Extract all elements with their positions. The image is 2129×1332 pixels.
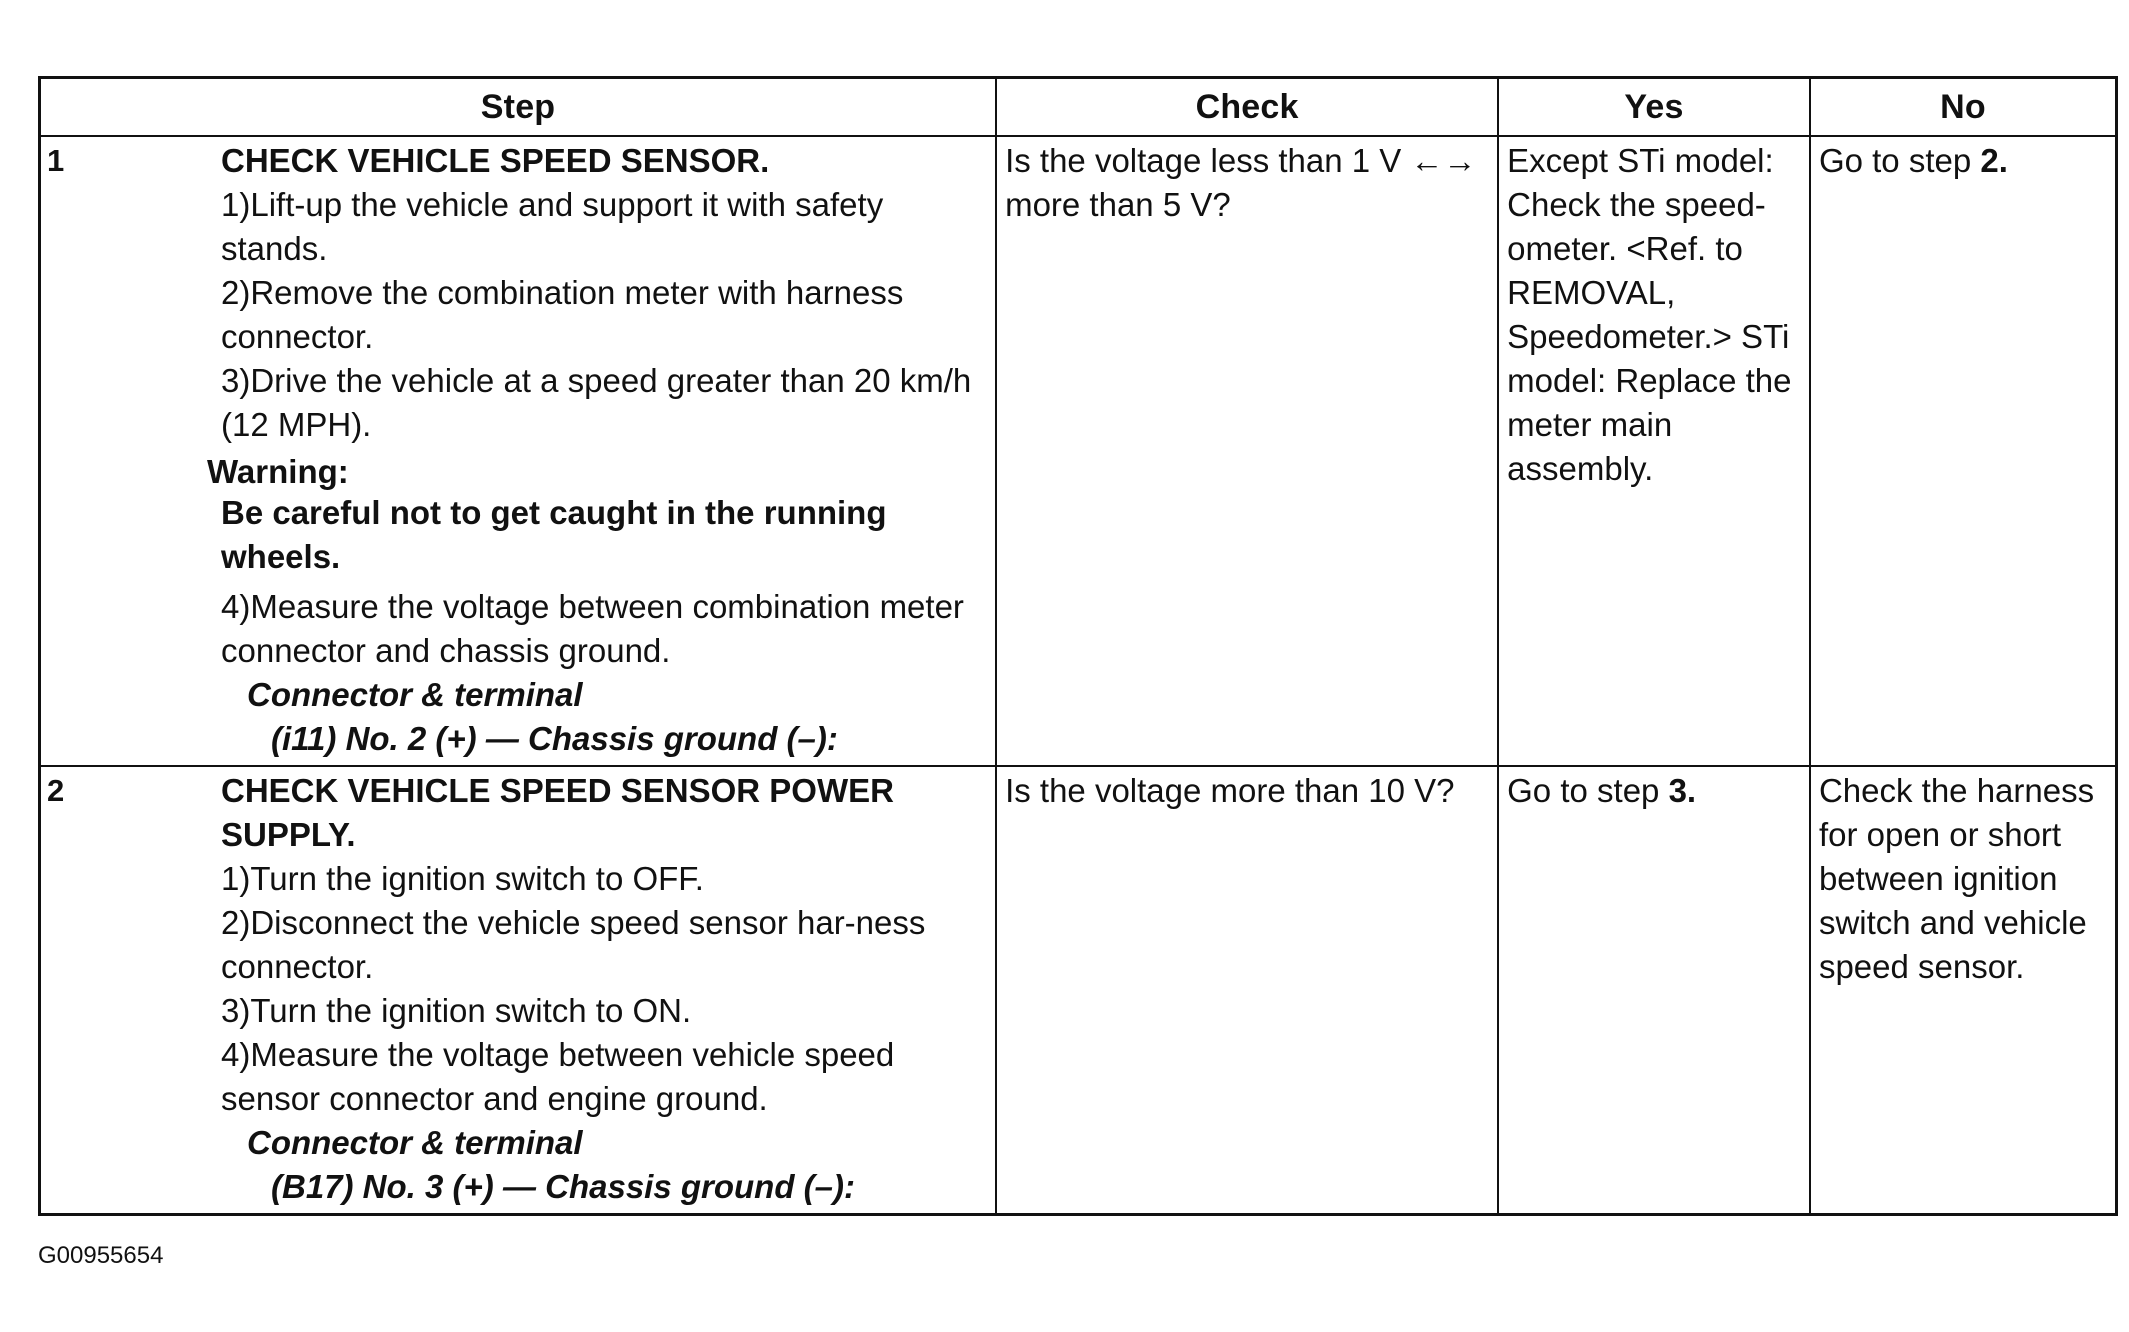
step-reference: 2. [1980, 142, 2008, 179]
check-text: Is the voltage less than 1 V ←→ more than 5 V? [1005, 142, 1477, 223]
check-cell-1 [996, 136, 1498, 766]
diagnostic-table [38, 76, 2118, 1216]
step-cell-2 [40, 766, 997, 1215]
no-text: Check the harness for open or short between ignition switch and vehicle speed sensor. [1818, 772, 2095, 985]
yes-text-prefix: Go to step [1507, 772, 1669, 809]
header-yes: Yes [1498, 78, 1810, 137]
step-cell-1 [40, 136, 997, 766]
check-text: Is the voltage more than 10 V? [1005, 772, 1455, 809]
step-reference: 3. [1668, 772, 1697, 809]
connector-terminal: (B17) No. 3 (+) — Chassis ground (–): [271, 1168, 855, 1205]
header-no: No [1810, 78, 2117, 137]
figure-code: G00955654 [38, 1242, 164, 1269]
instruction-item: 1)Lift-up the vehicle and support it with safety stands. [221, 186, 884, 267]
step-body [221, 767, 991, 1213]
instruction-item: 2)Remove the combination meter with harness connector. [221, 274, 904, 355]
instruction-item: 3)Drive the vehicle at a speed greater than 20 km/h (12 MPH). [221, 362, 972, 443]
connector-label: Connector & terminal [247, 1124, 583, 1161]
header-check: Check [996, 78, 1498, 137]
table-header-row [40, 78, 2117, 137]
table-row [40, 766, 2117, 1215]
instruction-item: 4)Measure the voltage between combination meter connector and chassis ground. [221, 588, 964, 669]
step-number: 2 [47, 773, 65, 808]
step-title: CHECK VEHICLE SPEED SENSOR POWER SUPPLY. [221, 772, 894, 853]
step-title: CHECK VEHICLE SPEED SENSOR. [221, 142, 770, 179]
table-row [40, 136, 2117, 766]
instruction-item: 4)Measure the voltage between vehicle speed sensor connector and engine ground. [221, 1036, 895, 1117]
step-number: 1 [47, 143, 65, 178]
warning-label: Warning: [207, 453, 349, 490]
no-text [1811, 137, 2115, 187]
connector-label: Connector & terminal [247, 676, 583, 713]
warning-text: Be careful not to get caught in the running wheels. [221, 494, 887, 575]
connector-terminal: (i11) No. 2 (+) — Chassis ground (–): [271, 720, 838, 757]
yes-cell-1 [1498, 136, 1810, 766]
step-body [207, 137, 991, 765]
header-step: Step [40, 78, 997, 137]
no-cell-1 [1810, 136, 2117, 766]
instruction-item: 2)Disconnect the vehicle speed sensor har-ness connector. [221, 904, 926, 985]
no-text-prefix: Go to step [1818, 142, 1981, 179]
instruction-item: 1)Turn the ignition switch to OFF. [221, 860, 704, 897]
yes-text: Except STi model: Check the speed-ometer. <Ref. to REMOVAL, Speedometer.> STi model: Replace the meter main assembly. [1507, 142, 1792, 487]
yes-cell-2 [1498, 766, 1810, 1215]
no-cell-2 [1810, 766, 2117, 1215]
yes-text [1499, 767, 1809, 817]
check-cell-2 [996, 766, 1498, 1215]
instruction-item: 3)Turn the ignition switch to ON. [221, 992, 692, 1029]
